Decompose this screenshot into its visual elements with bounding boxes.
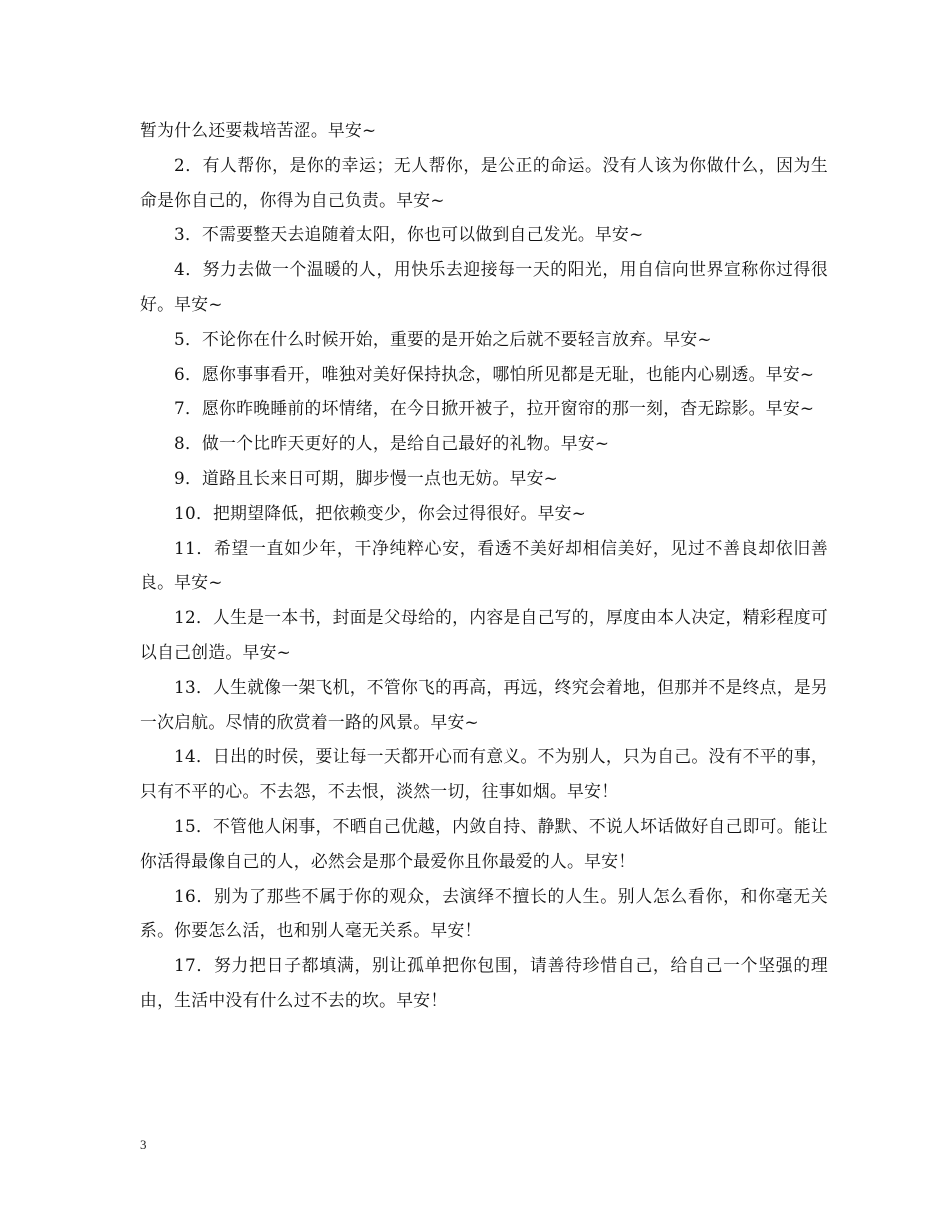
page-number: 3	[140, 1137, 147, 1152]
paragraph: 2．有人帮你，是你的幸运；无人帮你，是公正的命运。没有人该为你做什么，因为生命是你自己的，你得为自己负责。早安~	[140, 154, 828, 210]
paragraph: 9．道路且长来日可期，脚步慢一点也无妨。早安~	[174, 467, 559, 488]
paragraph: 14．日出的时侯，要让每一天都开心而有意义。不为别人，只为自己。没有不平的事，只有不平的心。不去怨，不去恨，淡然一切，往事如烟。早安！	[140, 746, 828, 802]
paragraph: 12．人生是一本书，封面是父母给的，内容是自己写的，厚度由本人决定，精彩程度可以自己创造。早安~	[140, 607, 828, 662]
paragraph: 3．不需要整天去追随着太阳，你也可以做到自己发光。早安~	[174, 224, 644, 245]
paragraph: 16．别为了那些不属于你的观众，去演绎不擅长的人生。别人怎么看你，和你毫无关系。你要怎么活，也和别人毫无关系。早安！	[140, 885, 828, 941]
paragraph: 10．把期望降低，把依赖变少，你会过得很好。早安~	[174, 502, 587, 523]
paragraph: 13．人生就像一架飞机，不管你飞的再高，再远，终究会着地，但那并不是终点，是另一次启航。尽情的欣赏着一路的风景。早安~	[140, 676, 828, 732]
paragraph: 6．愿你事事看开，唯独对美好保持执念，哪怕所见都是无耻，也能内心剔透。早安~	[174, 363, 815, 384]
paragraph: 11．希望一直如少年，干净纯粹心安，看透不美好却相信美好，见过不善良却依旧善良。早安~	[140, 537, 828, 593]
paragraph: 暂为什么还要栽培苦涩。早安~	[140, 120, 377, 140]
paragraph: 5．不论你在什么时候开始，重要的是开始之后就不要轻言放弃。早安~	[174, 328, 712, 349]
paragraph: 4．努力去做一个温暖的人，用快乐去迎接每一天的阳光，用自信向世界宣称你过得很好。早安~	[140, 259, 828, 314]
paragraph: 8．做一个比昨天更好的人，是给自己最好的礼物。早安~	[174, 433, 610, 454]
paragraph: 15．不管他人闲事，不晒自己优越，内敛自持、静默、不说人坏话做好自己即可。能让你活得最像自己的人，必然会是那个最爱你且你最爱的人。早安！	[140, 815, 828, 871]
paragraph: 17．努力把日子都填满，别让孤单把你包围，请善待珍惜自己，给自己一个坚强的理由，生活中没有什么过不去的坎。早安！	[140, 955, 828, 1010]
document-body	[140, 113, 828, 1018]
paragraph: 7．愿你昨晚睡前的坏情绪，在今日掀开被子，拉开窗帘的那一刻，杳无踪影。早安~	[174, 398, 815, 419]
